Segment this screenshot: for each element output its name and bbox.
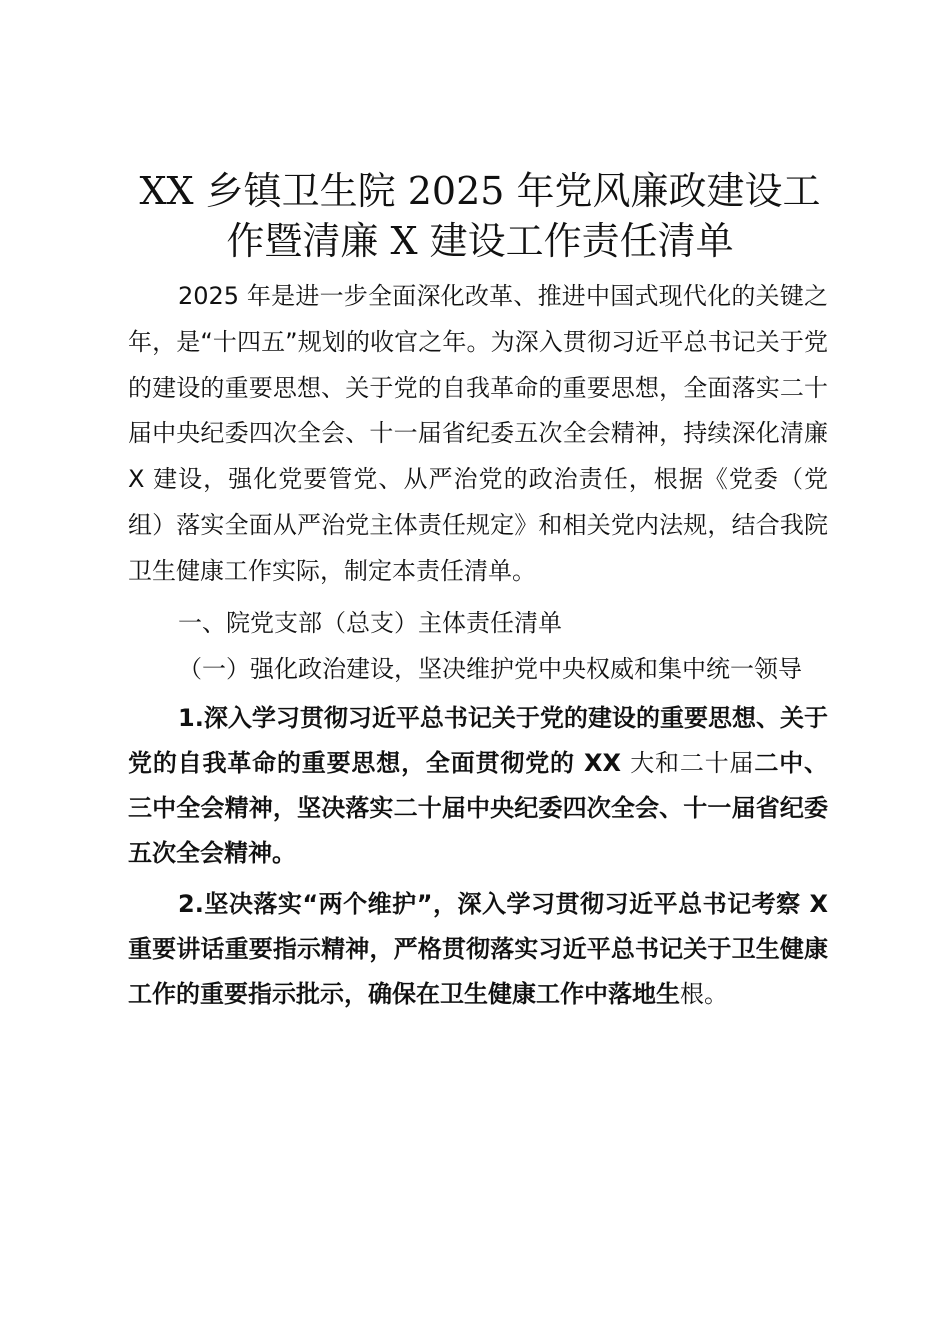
document-title [120, 166, 840, 266]
intro-paragraph: 2025 年是进一步全面深化改革、推进中国式现代化的关键之年，是“十四五”规划的收官之年。为深入贯彻习近平总书记关于党的建设的重要思想、关于党的自我革命的重要思想，全面落实二十届中央纪委四次全会、十一届省纪委五次全会精神，持续深化清廉 X 建设，强化党要管党、从严治党的政治责任，根据《党委（党组）落实全面从严治党主体责任规定》和相关党内法规，结合我院卫生健康工作实际，制定本责任清单。 [128, 282, 828, 585]
list-item-1-text-b: 大和二十届 [630, 748, 755, 777]
list-item-2-text-a: 2.坚决落实“两个维护”，深入学习贯彻习近平总书记考察 X 重要讲话重要指示精神，严格贯彻落实习近平总书记关于卫生健康工作的重要指示批示，确保在卫生健康工作中落地生 [128, 889, 828, 1008]
list-item-2-text-b: 根。 [680, 979, 728, 1008]
list-item-1-text-a: 1.深入学习贯彻习近平总书记关于党的建设的重要思想、关于党的自我革命的重要思想，全面贯彻党的 XX [128, 703, 828, 777]
list-item-1-text-c: 二中、三中全会精神，坚决落实二十届中央纪委四次全会、十一届省纪委五次全会精神。 [128, 748, 829, 867]
title-line-1: XX 乡镇卫生院 2025 年党风廉政建设工 [139, 169, 821, 213]
section-heading: 一、院党支部（总支）主体责任清单 [178, 608, 562, 637]
list-item-2 [128, 882, 828, 1017]
subsection-heading: （一）强化政治建设，坚决维护党中央权威和集中统一领导 [178, 654, 802, 683]
title-line-2: 作暨清廉 X 建设工作责任清单 [226, 219, 734, 263]
list-item-1 [128, 696, 828, 876]
document-body [128, 274, 828, 1017]
